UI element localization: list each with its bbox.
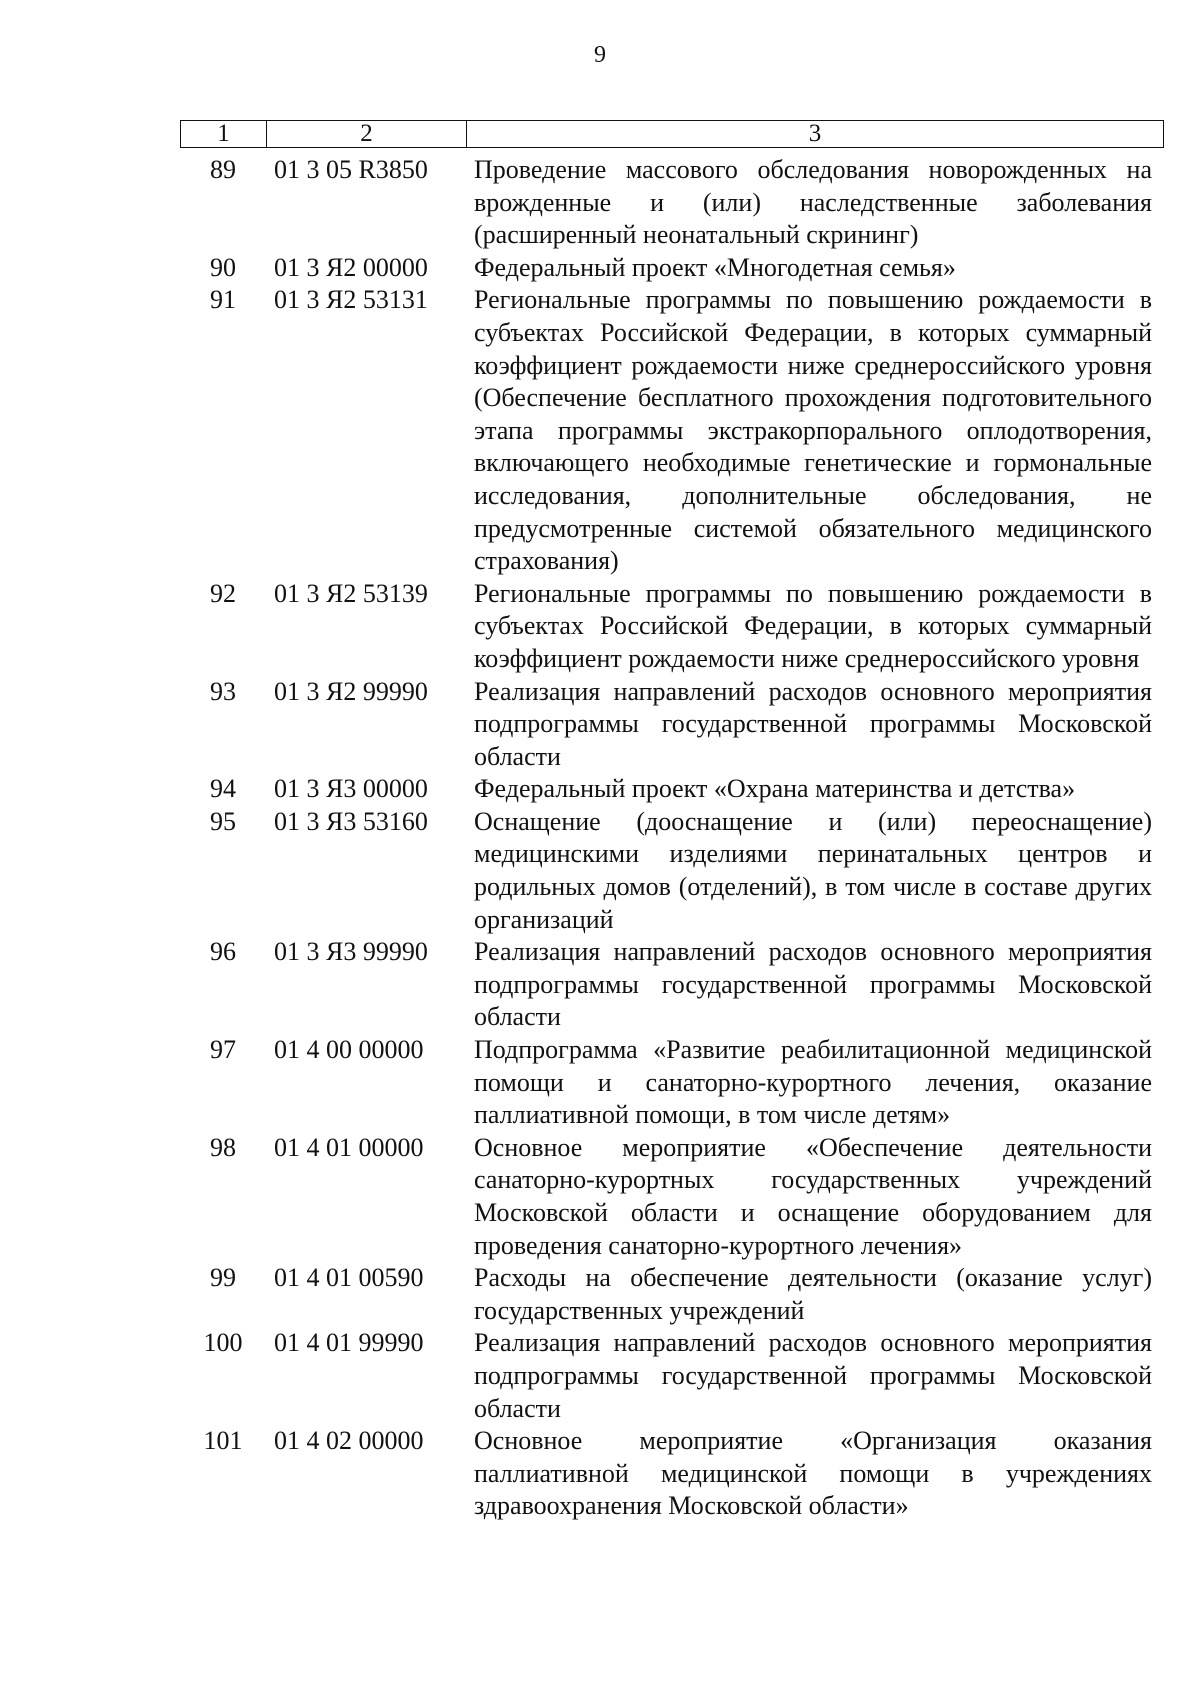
row-number: 96 bbox=[210, 937, 236, 967]
row-name: Подпрограмма «Развитие реабилитационной медицинской помощи и санаторно-курортного лечения, оказание паллиативной помощи, в том числе детям» bbox=[474, 1035, 1152, 1130]
row-code: 01 3 Я2 53131 bbox=[274, 285, 428, 315]
row-code: 01 4 01 99990 bbox=[274, 1328, 424, 1358]
table-row bbox=[180, 806, 1164, 936]
column-header-3: 3 bbox=[808, 120, 822, 147]
row-code: 01 4 00 00000 bbox=[274, 1035, 424, 1065]
row-number: 93 bbox=[210, 676, 236, 706]
row-code: 01 4 01 00590 bbox=[274, 1263, 424, 1293]
row-number: 94 bbox=[210, 774, 236, 804]
table-row bbox=[180, 578, 1164, 676]
column-header-1: 1 bbox=[181, 121, 267, 147]
page-number: 9 bbox=[594, 42, 606, 68]
row-code: 01 3 Я2 99990 bbox=[274, 676, 428, 706]
row-name: Федеральный проект «Многодетная семья» bbox=[474, 252, 956, 282]
table-row bbox=[180, 1327, 1164, 1425]
column-header-2: 2 bbox=[267, 121, 467, 147]
table-row bbox=[180, 1034, 1164, 1132]
row-name: Основное мероприятие «Организация оказания паллиативной медицинской помощи в учреждениях здравоохранения Московской области» bbox=[474, 1426, 1152, 1521]
table-row bbox=[180, 252, 1164, 285]
row-code: 01 4 02 00000 bbox=[274, 1426, 424, 1456]
row-number: 89 bbox=[210, 155, 236, 184]
row-number: 91 bbox=[210, 285, 236, 315]
row-name: Региональные программы по повышению рождаемости в субъектах Российской Федерации, в которых суммарный коэффициент рождаемости ниже среднероссийского уровня bbox=[474, 578, 1152, 673]
row-name: Оснащение (дооснащение и (или) переоснащение) медицинскими изделиями перинатальных центров и родильных домов (отделений), в том числе в составе других организаций bbox=[474, 806, 1152, 934]
table-row bbox=[180, 154, 1164, 252]
row-code: 01 3 05 R3850 bbox=[274, 155, 428, 184]
table-row bbox=[180, 773, 1164, 806]
table-row bbox=[180, 936, 1164, 1034]
table-column-header bbox=[180, 120, 1164, 148]
row-name: Расходы на обеспечение деятельности (оказание услуг) государственных учреждений bbox=[474, 1263, 1152, 1325]
table-row bbox=[180, 1132, 1164, 1262]
table-row bbox=[180, 1425, 1164, 1523]
row-number: 92 bbox=[210, 578, 236, 608]
row-name: Реализация направлений расходов основного мероприятия подпрограммы государственной программы Московской области bbox=[474, 1328, 1152, 1423]
row-code: 01 3 Я3 00000 bbox=[274, 774, 428, 804]
row-name: Реализация направлений расходов основного мероприятия подпрограммы государственной программы Московской области bbox=[474, 676, 1152, 771]
row-number: 95 bbox=[210, 806, 236, 836]
row-number: 99 bbox=[210, 1263, 236, 1293]
row-number: 100 bbox=[203, 1328, 243, 1358]
table-row bbox=[180, 1262, 1164, 1327]
row-name: Основное мероприятие «Обеспечение деятельности санаторно-курортных государственных учреждений Московской области и оснащение оборудованием для проведения санаторно-курортного лечения» bbox=[474, 1132, 1152, 1260]
table-row bbox=[180, 676, 1164, 774]
row-name: Реализация направлений расходов основного мероприятия подпрограммы государственной программы Московской области bbox=[474, 937, 1152, 1032]
row-name: Проведение массового обследования новорожденных на врожденные и (или) наследственные заболевания (расширенный неонатальный скрининг) bbox=[474, 155, 1152, 250]
row-code: 01 3 Я3 53160 bbox=[274, 806, 428, 836]
table-body bbox=[180, 154, 1164, 1523]
row-code: 01 3 Я2 53139 bbox=[274, 578, 428, 608]
row-name: Федеральный проект «Охрана материнства и детства» bbox=[474, 774, 1076, 804]
row-code: 01 3 Я2 00000 bbox=[274, 252, 428, 282]
row-code: 01 4 01 00000 bbox=[274, 1132, 424, 1162]
row-number: 97 bbox=[210, 1035, 236, 1065]
table-row bbox=[180, 284, 1164, 577]
row-number: 98 bbox=[210, 1132, 236, 1162]
row-code: 01 3 Я3 99990 bbox=[274, 937, 428, 967]
row-number: 101 bbox=[203, 1426, 243, 1456]
row-number: 90 bbox=[210, 252, 236, 282]
row-name: Региональные программы по повышению рождаемости в субъектах Российской Федерации, в которых суммарный коэффициент рождаемости ниже среднероссийского уровня (Обеспечение бесплатного прохождения подготовительного этапа программы экстракорпорального оплодотворения, включающего необходимые генетические и гормональные исследования, дополнительные обследования, не предусмотренные системой обязательного медицинского страхования) bbox=[474, 285, 1152, 576]
